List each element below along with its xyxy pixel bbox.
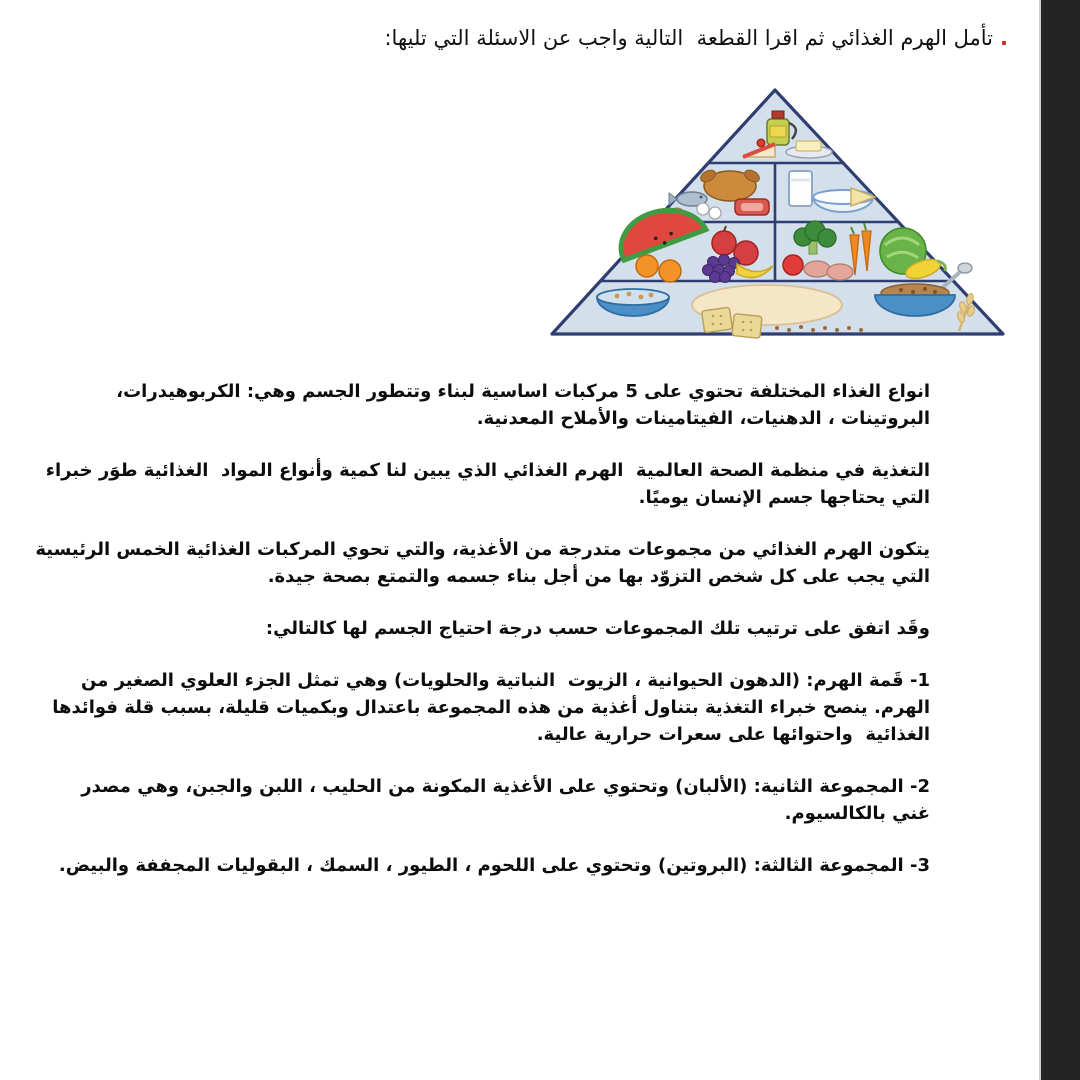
paragraph-pyramid-structure xyxy=(20,536,930,590)
paragraph-line: 1- قَمة الهرم: (الدهون الحيوانية ، الزيوت النباتية والحلويات) وهي تمثل الجزء العلوي الصغير من xyxy=(81,670,930,691)
food-pyramid-image xyxy=(545,85,1005,340)
page-title xyxy=(384,26,1008,50)
food-pyramid-figure xyxy=(545,85,1005,340)
paragraph-line: 2- المجموعة الثانية: (الألبان) وتحتوي على الأغذية المكونة من الحليب ، اللبن والجبن، وهي مصدر xyxy=(81,776,930,797)
paragraph-line: التي يحتاجها جسم الإنسان يوميًا. xyxy=(638,487,930,508)
paragraph-line: يتكون الهرم الغذائي من مجموعات متدرجة من الأغذية، والتي تحوي المركبات الغذائية الخمس الرئيسية xyxy=(35,539,930,560)
list-item-pyramid-top xyxy=(20,667,930,748)
paragraph-line: غني بالكالسيوم. xyxy=(784,803,930,824)
list-item-second-group xyxy=(20,773,930,827)
paragraph-line: التي يجب على كل شخص التزوّد بها من أجل بناء جسمه والتمتع بصحة جيدة. xyxy=(267,566,930,587)
paragraph-line: وقَد اتفق على ترتيب تلك المجموعات حسب درجة احتياج الجسم لها كالتالي: xyxy=(265,618,930,639)
paragraph-line: 3- المجموعة الثالثة: (البروتين) وتحتوي على اللحوم ، الطيور ، السمك ، البقوليات المجففة والبيض. xyxy=(58,855,930,876)
tomato-icon xyxy=(783,255,803,275)
paragraph-line: التغذية في منظمة الصحة العالمية الهرم الغذائي الذي يبين لنا كمية وأنواع المواد الغذائية طوَر خبراء xyxy=(45,460,930,481)
paragraph-ordering-intro xyxy=(20,615,930,642)
paragraph-line: الغذائية واحتوائها على سعرات حرارية عالية. xyxy=(536,724,930,745)
right-edge-dark-bar xyxy=(1039,0,1080,1080)
paragraph-line: البروتينات ، الدهنيات، الفيتامينات والأملاح المعدنية. xyxy=(476,408,930,429)
red-period-mark: . xyxy=(1000,26,1008,50)
steak-icon xyxy=(735,199,769,215)
paragraph-who-experts xyxy=(20,457,930,511)
list-item-third-group xyxy=(20,852,930,879)
milk-glass-icon xyxy=(789,171,812,206)
paragraph-line: الهرم. ينصح خبراء التغذية بتناول أغذية من هذه المجموعة باعتدال وبكميات قليلة، بسبب قلة فوائدها xyxy=(52,697,930,718)
page-title-text: تأمل الهرم الغذائي ثم اقرا القطعة التالية واجب عن الاسئلة التي تليها: xyxy=(384,26,994,50)
document-body xyxy=(20,378,930,904)
paragraph-food-components xyxy=(20,378,930,432)
paragraph-line: انواع الغذاء المختلفة تحتوي على 5 مركبات اساسية لبناء وتتطور الجسم وهي: الكربوهيدرات، xyxy=(116,381,930,402)
